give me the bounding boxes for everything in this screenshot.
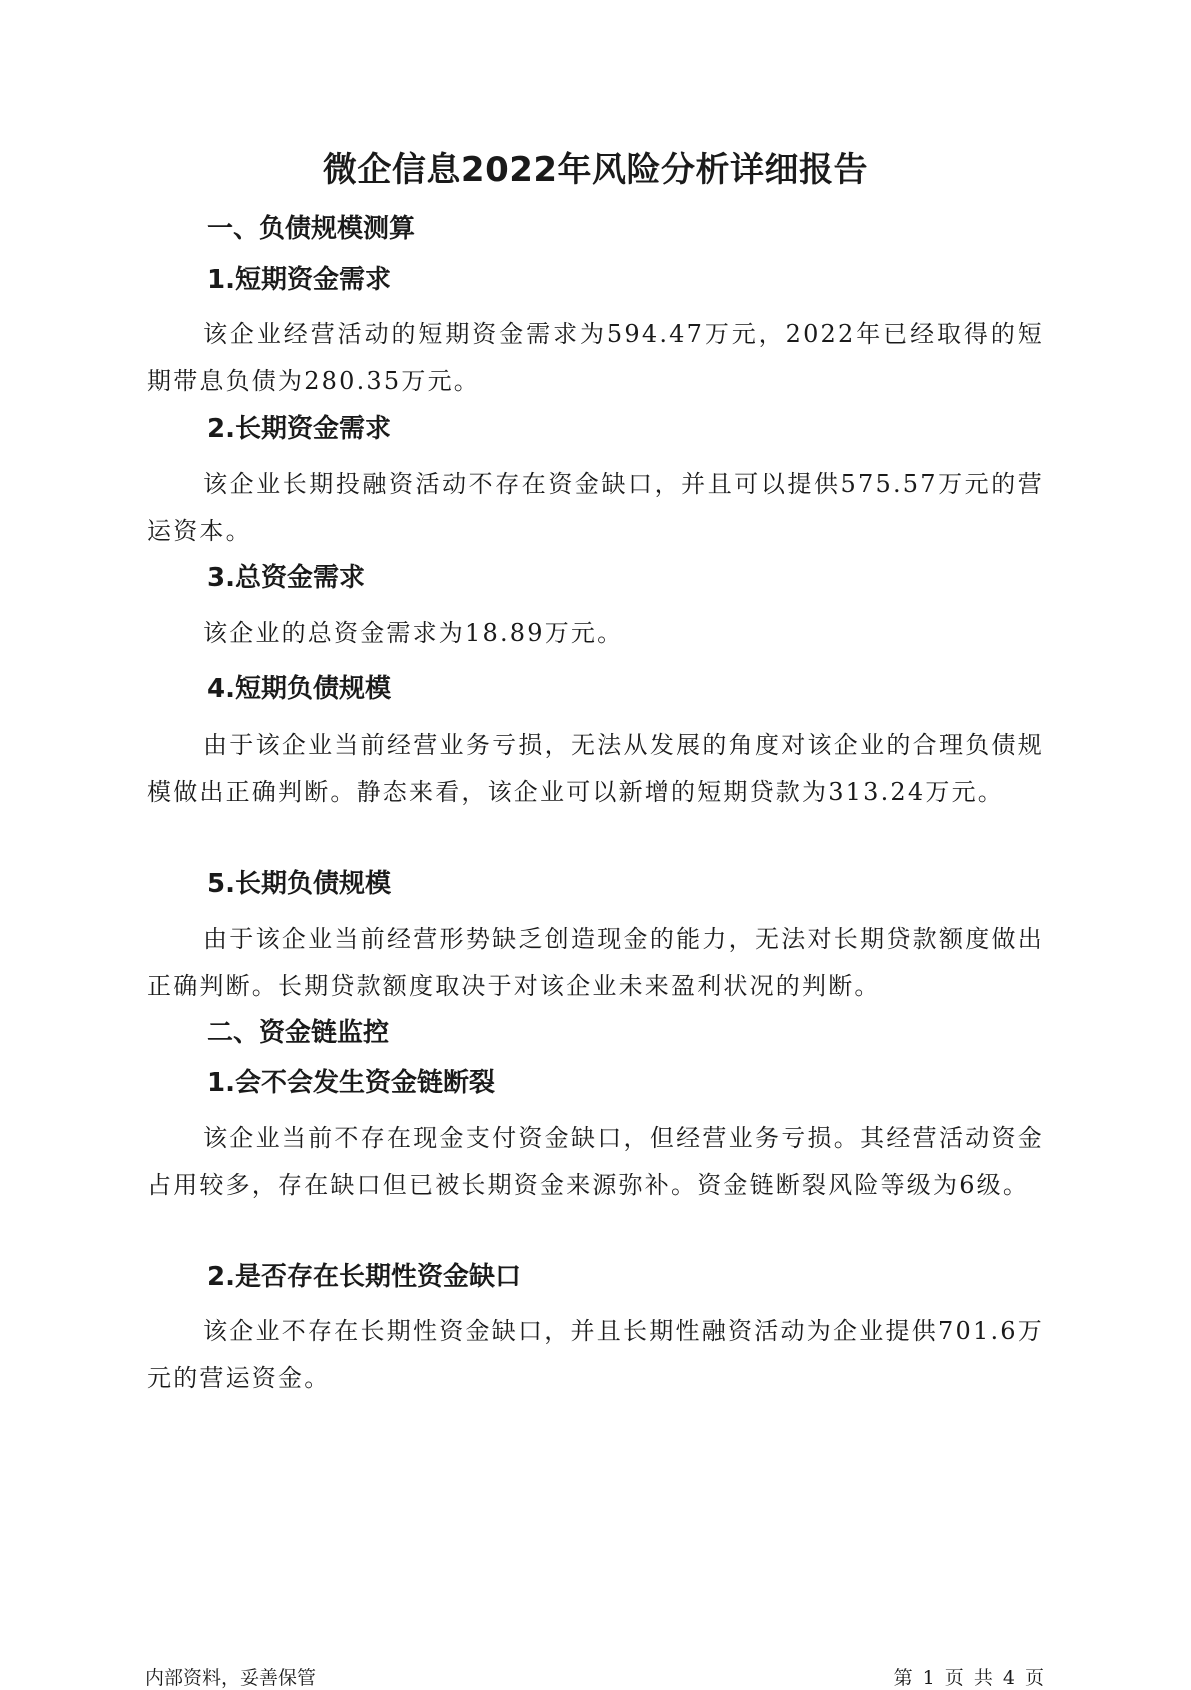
paragraph-chain-break: 该企业当前不存在现金支付资金缺口，但经营业务亏损。其经营活动资金占用较多，存在缺口但已被长期资金来源弥补。资金链断裂风险等级为6级。 [147,1124,1044,1199]
subsection-heading-chain-break: 1.会不会发生资金链断裂 [207,1068,495,1098]
subsection-heading-long-term-funding: 2.长期资金需求 [207,414,391,444]
footer-page-number: 第 1 页 共 4 页 [893,1667,1044,1689]
subsection-heading-total-funding: 3.总资金需求 [207,563,365,593]
footer-confidential-note: 内部资料，妥善保管 [145,1667,317,1689]
section-heading-debt-scale: 一、负债规模测算 [207,214,416,244]
section-heading-cash-chain: 二、资金链监控 [207,1018,390,1048]
paragraph-long-term-funding: 该企业长期投融资活动不存在资金缺口，并且可以提供575.57万元的营运资本。 [147,470,1044,545]
subsection-heading-long-term-gap: 2.是否存在长期性资金缺口 [207,1262,521,1292]
subsection-heading-long-term-debt: 5.长期负债规模 [207,869,391,899]
paragraph-long-term-gap: 该企业不存在长期性资金缺口，并且长期性融资活动为企业提供701.6万元的营运资金。 [147,1317,1044,1392]
paragraph-total-funding: 该企业的总资金需求为18.89万元。 [203,619,624,647]
subsection-heading-short-term-debt: 4.短期负债规模 [207,674,391,704]
paragraph-short-term-debt: 由于该企业当前经营业务亏损，无法从发展的角度对该企业的合理负债规模做出正确判断。静态来看，该企业可以新增的短期贷款为313.24万元。 [147,731,1044,806]
subsection-heading-short-term-funding: 1.短期资金需求 [207,265,391,295]
document-title: 微企信息2022年风险分析详细报告 [322,150,869,190]
paragraph-short-term-funding: 该企业经营活动的短期资金需求为594.47万元，2022年已经取得的短期带息负债为280.35万元。 [147,320,1044,395]
paragraph-long-term-debt: 由于该企业当前经营形势缺乏创造现金的能力，无法对长期贷款额度做出正确判断。长期贷款额度取决于对该企业未来盈利状况的判断。 [147,925,1044,1000]
